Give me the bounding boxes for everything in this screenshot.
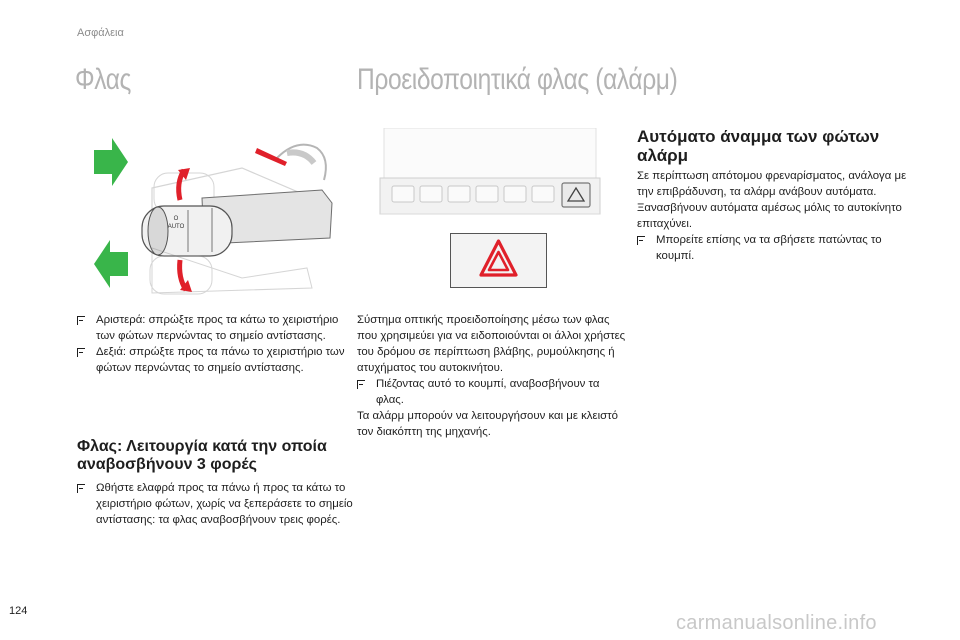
three-flash-bullet: Ωθήστε ελαφρά προς τα πάνω ή προς τα κάτω το χειριστήριο φώτων, χωρίς να ξεπεράσετε το σημείο αντίστασης: τα φλας αναβοσβήνουν τρεις φορές. — [96, 482, 353, 526]
list-item — [77, 312, 357, 344]
hazard-button[interactable] — [450, 233, 547, 288]
bullet-icon — [77, 484, 85, 493]
watermark: carmanualsonline.info — [676, 612, 877, 634]
list-item — [637, 232, 907, 264]
stalk-label-auto: AUTO — [167, 224, 185, 230]
arrow-right-icon — [94, 138, 128, 186]
bullet-icon — [77, 348, 85, 357]
stalk-illustration — [92, 128, 342, 303]
bullet-left-text: Αριστερά: σπρώξτε προς τα κάτω το χειριστήριο των φώτων περνώντας το σημείο αντίστασης. — [96, 314, 339, 342]
page-number: 124 — [9, 605, 28, 617]
page-title-hazard-lights: Προειδοποιητικά φλας (αλάρμ) — [357, 63, 678, 96]
arrow-left-icon — [94, 240, 128, 288]
auto-hazard-paragraph: Σε περίπτωση απότομου φρεναρίσματος, ανάλογα με την επιβράδυνση, τα αλάρμ ανάβουν αυτόματα. Ξανασβήνουν αυτόματα αμέσως μόλις το αυτοκίνητο επιταχύνει. — [637, 170, 907, 230]
bullet-icon — [77, 316, 85, 325]
bullet-icon — [357, 380, 365, 389]
list-item — [77, 344, 357, 376]
hazard-description — [357, 312, 627, 440]
three-flash-heading: Φλας: Λειτουργία κατά την οποία αναβοσβήνουν 3 φορές — [77, 438, 327, 473]
bullet-icon — [637, 236, 645, 245]
three-flash-text — [77, 480, 357, 528]
list-item — [357, 376, 627, 408]
page-title-turn-signals: Φλας — [75, 63, 132, 96]
hazard-intro: Σύστημα οπτικής προειδοποίησης μέσω των φλας που χρησιμεύει για να ειδοποιούνται οι άλλοι χρήστες του δρόμου σε περίπτωση βλάβης, ρυμούλκησης ή ατυχήματος του αυτοκινήτου. — [357, 314, 626, 374]
bullet-right-text: Δεξιά: σπρώξτε προς τα πάνω το χειριστήριο των φώτων περνώντας το σημείο αντίστασης. — [96, 346, 345, 374]
list-item — [77, 480, 357, 528]
stalk-label-o: O — [173, 216, 179, 222]
auto-hazard-bullet: Μπορείτε επίσης να τα σβήσετε πατώντας το κουμπί. — [656, 234, 882, 262]
hazard-outro: Τα αλάρμ μπορούν να λειτουργήσουν και με κλειστό τον διακόπτη της μηχανής. — [357, 410, 618, 438]
auto-hazard-text — [637, 168, 907, 264]
hazard-bullet: Πιέζοντας αυτό το κουμπί, αναβοσβήνουν τα φλας. — [376, 378, 600, 406]
auto-hazard-heading: Αυτόματο άναμμα των φώτων αλάρμ — [637, 127, 880, 165]
section-label: Ασφάλεια — [77, 27, 124, 39]
turn-signal-instructions — [77, 312, 357, 376]
